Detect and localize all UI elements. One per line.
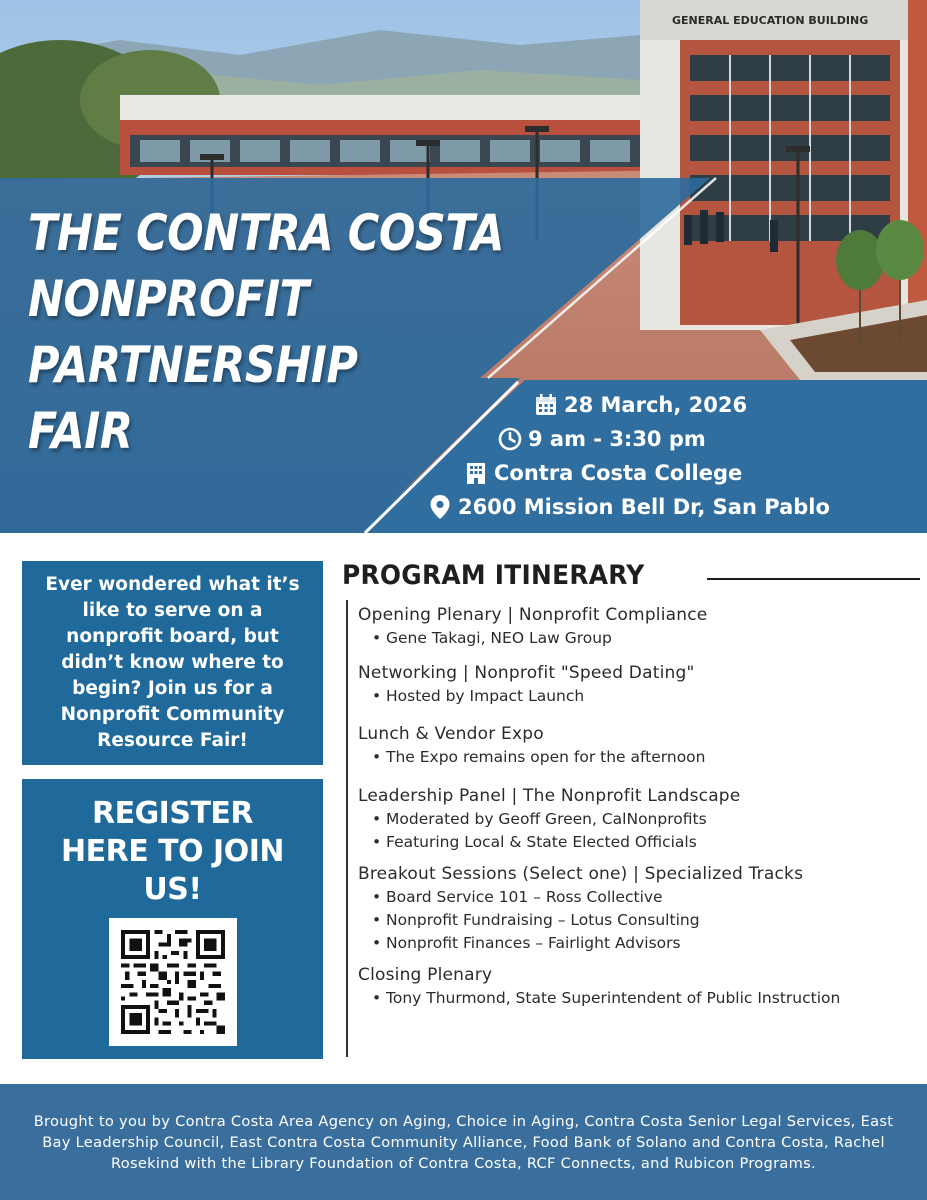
itinerary-item-text: Board Service 101 – Ross Collective — [386, 888, 663, 906]
event-time — [428, 422, 918, 456]
itinerary-section — [358, 963, 918, 1010]
register-line-3: US! — [143, 872, 202, 907]
itinerary-item — [358, 909, 918, 932]
calendar-icon — [534, 392, 558, 418]
itinerary-item — [358, 886, 918, 909]
qr-code-icon — [121, 930, 225, 1034]
itinerary-heading: Breakout Sessions (Select one) | Specialized Tracks — [358, 864, 804, 884]
itinerary-item-text: Nonprofit Fundraising – Lotus Consulting — [386, 911, 700, 929]
itinerary-item-text: The Expo remains open for the afternoon — [386, 748, 706, 766]
map-pin-icon — [428, 494, 452, 520]
itinerary-heading: Opening Plenary | Nonprofit Compliance — [358, 605, 708, 625]
itinerary-item-text: Gene Takagi, NEO Law Group — [386, 629, 612, 647]
itinerary-section — [358, 603, 918, 650]
title-line-4: FAIR — [28, 402, 133, 460]
itinerary-item — [358, 685, 918, 708]
event-venue — [428, 456, 918, 490]
itinerary-item-text: Hosted by Impact Launch — [386, 687, 585, 705]
itinerary-section — [358, 862, 918, 955]
itinerary-heading: Closing Plenary — [358, 965, 493, 985]
itinerary-title-rule — [707, 578, 920, 580]
hero-banner — [0, 0, 927, 533]
title-line-1: THE CONTRA COSTA — [28, 204, 504, 262]
event-details — [428, 388, 918, 524]
itinerary-list — [358, 603, 918, 1010]
itinerary-heading: Networking | Nonprofit "Speed Dating" — [358, 663, 695, 683]
event-date — [428, 388, 918, 422]
itinerary-heading: Lunch & Vendor Expo — [358, 724, 544, 744]
itinerary-section — [358, 661, 918, 708]
itinerary-item — [358, 808, 918, 831]
building-sign: GENERAL EDUCATION BUILDING — [672, 14, 869, 27]
itinerary-item — [358, 932, 918, 955]
event-date-text: 28 March, 2026 — [564, 393, 748, 417]
event-address-text: 2600 Mission Bell Dr, San Pablo — [458, 495, 830, 519]
itinerary-section — [358, 784, 918, 854]
bullet: • — [372, 833, 382, 851]
itinerary-item — [358, 987, 918, 1010]
bullet: • — [372, 989, 382, 1007]
itinerary-item-text: Nonprofit Finances – Fairlight Advisors — [386, 934, 681, 952]
bullet: • — [372, 687, 382, 705]
clock-icon — [498, 426, 522, 452]
bullet: • — [372, 629, 382, 647]
title-line-3: PARTNERSHIP — [28, 336, 358, 394]
register-heading — [22, 795, 323, 909]
itinerary-item-text: Featuring Local & State Elected Officials — [386, 833, 697, 851]
itinerary-timeline-line — [346, 600, 348, 1057]
intro-text: Ever wondered what it’s like to serve on a nonprofit board, but didn’t know where to begin? Join us for a Nonprofit Community Resource Fair! — [45, 574, 300, 751]
registration-qr-code[interactable] — [109, 918, 237, 1046]
itinerary-item-text: Moderated by Geoff Green, CalNonprofits — [386, 810, 707, 828]
itinerary-item — [358, 746, 918, 769]
event-time-text: 9 am - 3:30 pm — [528, 427, 706, 451]
register-line-1: REGISTER — [91, 796, 254, 831]
itinerary-heading: Leadership Panel | The Nonprofit Landscape — [358, 786, 741, 806]
title-line-2: NONPROFIT — [28, 270, 309, 328]
bullet: • — [372, 934, 382, 952]
bullet: • — [372, 911, 382, 929]
itinerary-title: PROGRAM ITINERARY — [342, 560, 645, 591]
sponsors-text: Brought to you by Contra Costa Area Agency on Aging, Choice in Aging, Contra Costa Senior Legal Services, East Bay Leadership Council, East Contra Costa Community Alliance, Food Bank of Solano and Contra Costa, Rachel Rosekind with the Library Foundation of Contra Costa, RCF Connects, and Rubicon Programs. — [33, 1112, 894, 1172]
intro-box — [22, 561, 323, 765]
bullet: • — [372, 748, 382, 766]
itinerary-section — [358, 722, 918, 769]
bullet: • — [372, 888, 382, 906]
register-line-2: HERE TO JOIN — [61, 834, 284, 869]
sponsors-footer — [0, 1084, 927, 1200]
register-box[interactable] — [22, 779, 323, 1059]
itinerary-item-text: Tony Thurmond, State Superintendent of Public Instruction — [386, 989, 841, 1007]
event-address — [428, 490, 918, 524]
building-icon — [464, 460, 488, 486]
itinerary-item — [358, 627, 918, 650]
itinerary-item — [358, 831, 918, 854]
event-venue-text: Contra Costa College — [494, 461, 743, 485]
bullet: • — [372, 810, 382, 828]
